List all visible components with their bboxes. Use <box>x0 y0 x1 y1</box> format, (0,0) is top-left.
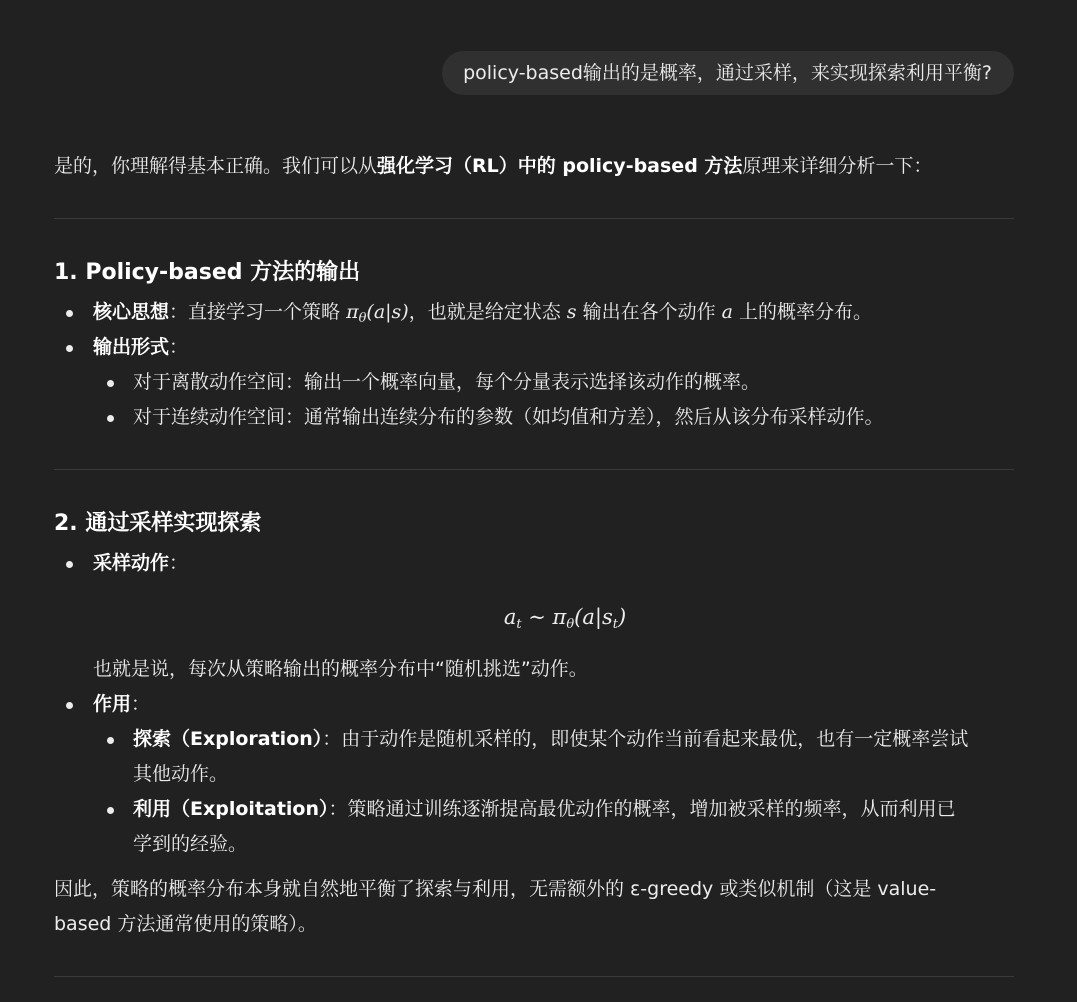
math-s: s <box>566 301 577 323</box>
bullet <box>66 345 73 352</box>
item-text: 输出在各个动作 <box>576 301 722 323</box>
sub-bullet <box>107 807 114 814</box>
sub-bullet <box>107 380 114 387</box>
sampling-formula: $a_t$ ∼ $\pi_\theta(a|s_t)$ <box>503 605 627 632</box>
intro-text-bold: 强化学习（RL）中的 policy-based 方法 <box>377 155 743 177</box>
list-item-output-form <box>93 330 188 365</box>
sampling-explain: 也就是说，每次从策略输出的概率分布中“随机挑选”动作。 <box>93 658 588 680</box>
item-text: ，也就是给定状态 <box>408 301 567 323</box>
sub-item-continuous: 对于连续动作空间：通常输出连续分布的参数（如均值和方差），然后从该分布采样动作。 <box>133 406 884 428</box>
item-label: 采样动作 <box>93 552 170 574</box>
sub-bullet <box>107 737 114 744</box>
intro-text-pre: 是的，你理解得基本正确。我们可以从 <box>54 155 378 177</box>
item-label: 输出形式 <box>93 336 170 358</box>
separator: ： <box>131 693 151 715</box>
separator: ： <box>169 336 189 358</box>
sub-item-exploration <box>133 722 968 757</box>
list-item-role <box>93 687 150 722</box>
item-label: 作用 <box>93 693 132 715</box>
divider <box>54 218 1014 219</box>
divider <box>54 976 1014 977</box>
bullet <box>66 702 73 709</box>
exploration-label: 探索（Exploration） <box>133 728 323 750</box>
bullet <box>66 310 73 317</box>
intro-paragraph <box>54 149 932 184</box>
item-label: 核心思想 <box>93 301 170 323</box>
sub-item-exploration-cont: 其他动作。 <box>133 763 229 785</box>
separator: ： <box>169 552 189 574</box>
intro-text-post: 原理来详细分析一下： <box>742 155 933 177</box>
item-text: 直接学习一个策略 <box>188 301 347 323</box>
user-message-bubble <box>442 51 1014 95</box>
sub-item-exploitation <box>133 792 956 827</box>
section-heading-2: 2. 通过采样实现探索 <box>54 511 262 536</box>
sub-item-exploitation-cont: 学到的经验。 <box>133 833 248 855</box>
bullet <box>66 561 73 568</box>
conclusion-line-2: based 方法通常使用的策略）。 <box>54 913 317 935</box>
exploitation-text: ：策略通过训练逐渐提高最优动作的概率，增加被采样的频率，从而利用已 <box>328 798 956 820</box>
math-policy: $\pi_\theta(a|s)$ <box>346 301 409 326</box>
exploitation-label: 利用（Exploitation） <box>133 798 329 820</box>
separator: ： <box>169 301 189 323</box>
item-text: 上的概率分布。 <box>732 301 872 323</box>
list-item-core-idea <box>93 295 872 336</box>
divider <box>54 469 1014 470</box>
list-item-sampling <box>93 546 188 581</box>
exploration-text: ：由于动作是随机采样的，即使某个动作当前看起来最优，也有一定概率尝试 <box>322 728 969 750</box>
sub-item-discrete: 对于离散动作空间：输出一个概率向量，每个分量表示选择该动作的概率。 <box>133 371 761 393</box>
sub-bullet <box>107 415 114 422</box>
user-message-text: policy-based输出的是概率，通过采样，来实现探索利用平衡? <box>463 61 992 84</box>
conclusion-line-1: 因此，策略的概率分布本身就自然地平衡了探索与利用，无需额外的 ε-greedy 或类似机制（这是 value- <box>54 878 937 900</box>
section-heading-1: 1. Policy-based 方法的输出 <box>54 260 361 285</box>
math-a: a <box>721 301 733 323</box>
